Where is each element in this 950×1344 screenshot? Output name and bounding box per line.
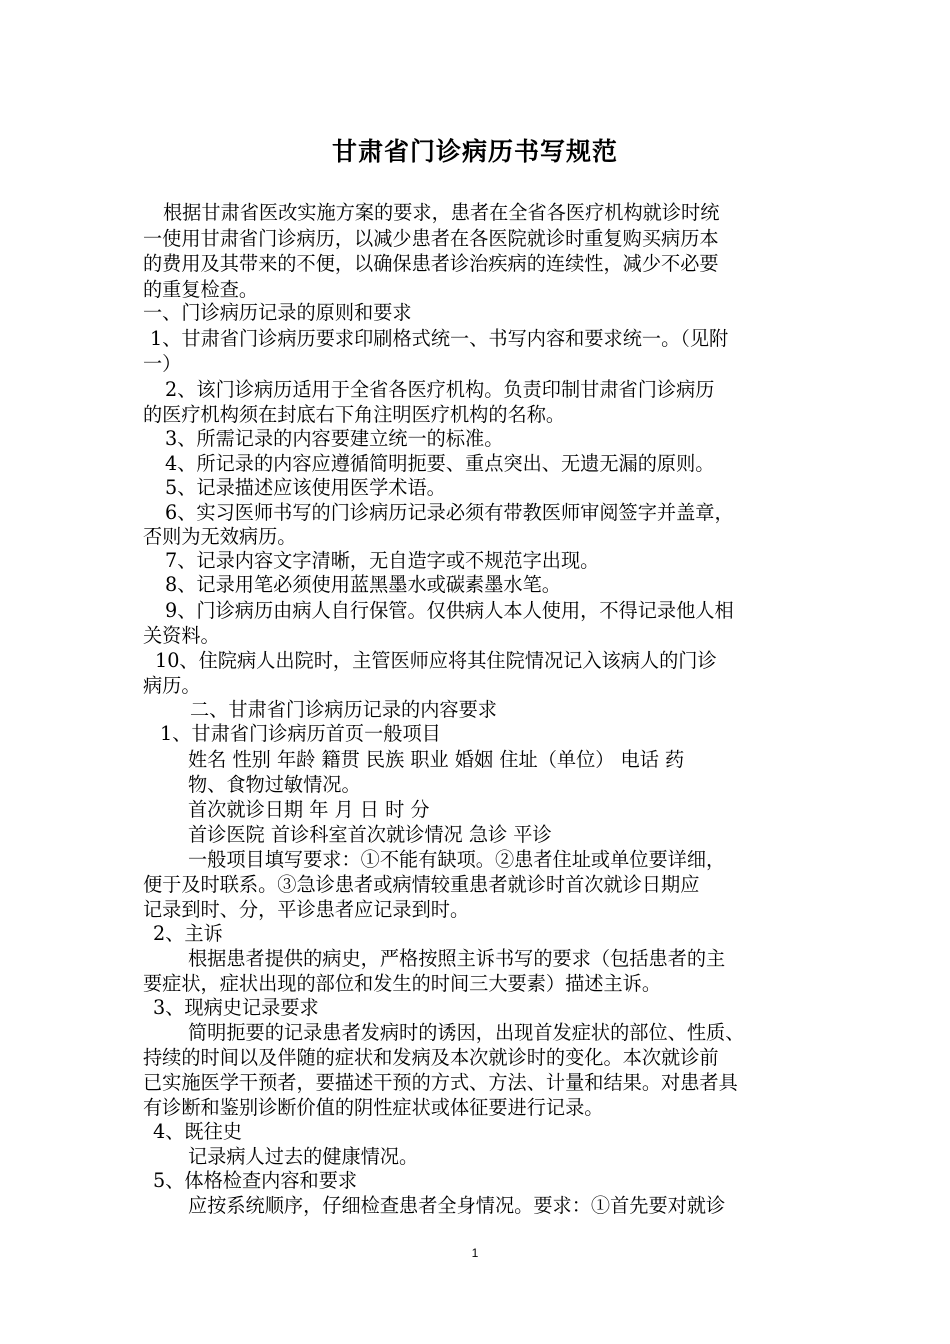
text-line: 的费用及其带来的不便，以确保患者诊治疾病的连续性，减少不必要 — [143, 252, 719, 275]
text-line: 一使用甘肃省门诊病历，以减少患者在各医院就诊时重复购买病历本 — [143, 227, 719, 250]
text-line: 物、食物过敏情况。 — [188, 773, 361, 796]
text-line: 的医疗机构须在封底右下角注明医疗机构的名称。 — [143, 403, 566, 426]
text-line: 5、记录描述应该使用医学术语。 — [165, 476, 446, 499]
text-line: 持续的时间以及伴随的症状和发病及本次就诊时的变化。本次就诊前 — [143, 1046, 719, 1069]
text-line: 应按系统顺序，仔细检查患者全身情况。要求：①首先要对就诊 — [188, 1194, 726, 1217]
text-line: 已实施医学干预者，要描述干预的方式、方法、计量和结果。对患者具 — [143, 1071, 738, 1094]
text-line: 记录病人过去的健康情况。 — [188, 1145, 419, 1168]
text-line: 7、记录内容文字清晰，无自造字或不规范字出现。 — [165, 549, 600, 572]
text-line: 姓名 性别 年龄 籍贯 民族 职业 婚姻 住址（单位） 电话 药 — [188, 748, 685, 771]
text-line: 3、现病史记录要求 — [153, 996, 319, 1019]
text-line: 首次就诊日期 年 月 日 时 分 — [188, 798, 430, 821]
text-line: 根据患者提供的病史，严格按照主诉书写的要求（包括患者的主 — [188, 947, 726, 970]
text-line: 根据甘肃省医改实施方案的要求，患者在全省各医疗机构就诊时统 — [163, 201, 720, 224]
text-line: 首诊医院 首诊科室首次就诊情况 急诊 平诊 — [188, 823, 552, 846]
text-line: 一） — [143, 352, 182, 375]
text-line: 有诊断和鉴别诊断价值的阴性症状或体征要进行记录。 — [143, 1096, 604, 1119]
text-line: 关资料。 — [143, 624, 220, 647]
text-line: 1、甘肃省门诊病历要求印刷格式统一、书写内容和要求统一。（见附 — [150, 327, 729, 350]
text-line: 6、实习医师书写的门诊病历记录必须有带教医师审阅签字并盖章， — [165, 501, 734, 524]
text-line: 2、该门诊病历适用于全省各医疗机构。负责印制甘肃省门诊病历 — [165, 378, 715, 401]
section-heading: 一、门诊病历记录的原则和要求 — [143, 301, 412, 324]
text-line: 3、所需记录的内容要建立统一的标准。 — [165, 427, 504, 450]
page-number: 1 — [471, 1246, 479, 1260]
text-line: 一般项目填写要求：①不能有缺项。②患者住址或单位要详细， — [188, 848, 726, 871]
text-line: 9、门诊病历由病人自行保管。仅供病人本人使用，不得记录他人相 — [165, 599, 734, 622]
text-line: 便于及时联系。③急诊患者或病情较重患者就诊时首次就诊日期应 — [143, 873, 700, 896]
text-line: 2、主诉 — [153, 922, 223, 945]
text-line: 记录到时、分，平诊患者应记录到时。 — [143, 898, 470, 921]
text-line: 10、住院病人出院时，主管医师应将其住院情况记入该病人的门诊 — [155, 649, 717, 672]
text-line: 简明扼要的记录患者发病时的诱因，出现首发症状的部位、性质、 — [188, 1021, 745, 1044]
page-title: 甘肃省门诊病历书写规范 — [331, 137, 618, 166]
text-line: 4、既往史 — [153, 1120, 242, 1143]
text-line: 的重复检查。 — [143, 278, 259, 301]
text-line: 5、体格检查内容和要求 — [153, 1169, 358, 1192]
text-line: 8、记录用笔必须使用蓝黑墨水或碳素墨水笔。 — [165, 573, 561, 596]
section-heading: 二、甘肃省门诊病历记录的内容要求 — [190, 698, 497, 721]
text-line: 否则为无效病历。 — [143, 525, 297, 548]
text-line: 1、甘肃省门诊病历首页一般项目 — [160, 722, 441, 745]
text-line: 4、所记录的内容应遵循简明扼要、重点突出、无遗无漏的原则。 — [165, 452, 715, 475]
text-line: 要症状，症状出现的部位和发生的时间三大要素）描述主诉。 — [143, 972, 662, 995]
text-line: 病历。 — [143, 674, 201, 697]
